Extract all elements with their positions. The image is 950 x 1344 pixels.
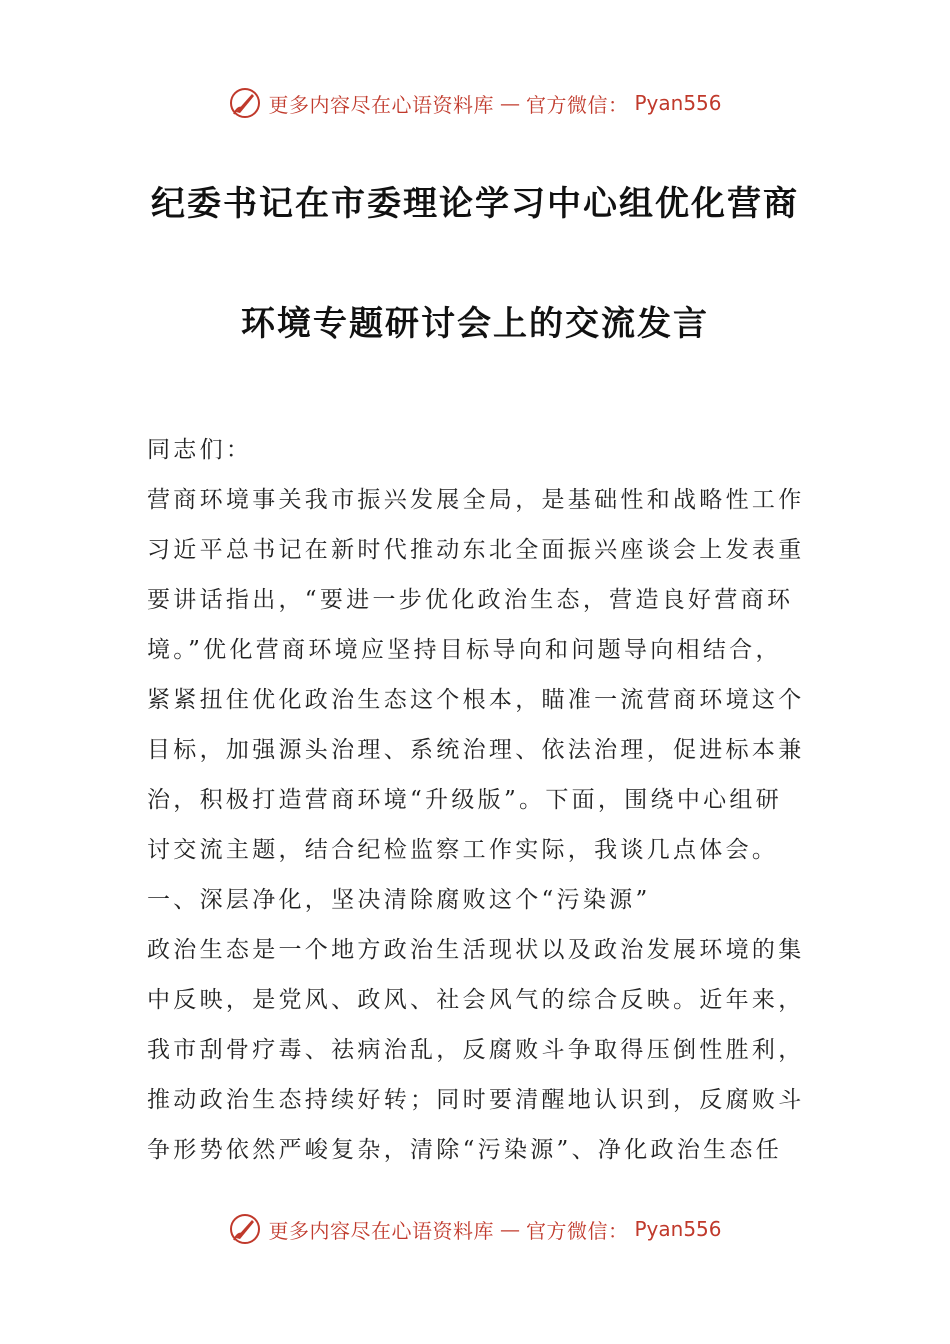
footer-watermark (0, 1212, 950, 1246)
quill-logo-icon (228, 1212, 262, 1246)
body-line: 中反映，是党风、政风、社会风气的综合反映。近年来， (147, 987, 805, 1013)
watermark-wechat-id: Pyan556 (634, 91, 722, 115)
watermark-wechat-id: Pyan556 (634, 1217, 722, 1241)
document-title-line-2: 环境专题研讨会上的交流发言 (241, 304, 709, 344)
header-watermark (0, 86, 950, 120)
body-line: 我市刮骨疗毒、祛病治乱，反腐败斗争取得压倒性胜利， (147, 1037, 805, 1063)
body-line: 境。”优化营商环境应坚持目标导向和问题导向相结合， (147, 637, 782, 663)
watermark-official-label: 官方微信： (525, 92, 629, 117)
watermark-official-label: 官方微信： (525, 1218, 629, 1243)
body-line: 讨交流主题，结合纪检监察工作实际，我谈几点体会。 (147, 837, 779, 863)
watermark-separator: — (499, 91, 520, 115)
watermark-text: 更多内容尽在心语资料库 (268, 92, 494, 117)
quill-logo-icon (228, 86, 262, 120)
body-line: 要讲话指出，“要进一步优化政治生态，营造良好营商环 (147, 587, 794, 613)
body-line: 紧紧扭住优化政治生态这个根本，瞄准一流营商环境这个 (147, 687, 805, 713)
body-line: 习近平总书记在新时代推动东北全面振兴座谈会上发表重 (147, 537, 805, 563)
document-title-line-1: 纪委书记在市委理论学习中心组优化营商 (151, 184, 799, 224)
document-body (147, 425, 812, 1175)
body-line: 争形势依然严峻复杂，清除“污染源”、净化政治生态任 (147, 1137, 783, 1163)
body-line: 推动政治生态持续好转；同时要清醒地认识到，反腐败斗 (147, 1087, 805, 1113)
body-line: 营商环境事关我市振兴发展全局，是基础性和战略性工作 (147, 487, 805, 513)
section-heading: 一、深层净化，坚决清除腐败这个“污染源” (147, 887, 651, 913)
body-line: 治，积极打造营商环境“升级版”。下面，围绕中心组研 (147, 787, 783, 813)
body-line: 同志们： (147, 437, 253, 463)
watermark-separator: — (499, 1217, 520, 1241)
body-line: 目标，加强源头治理、系统治理、依法治理，促进标本兼 (147, 737, 805, 763)
watermark-text: 更多内容尽在心语资料库 (268, 1218, 494, 1243)
body-line: 政治生态是一个地方政治生活现状以及政治发展环境的集 (147, 937, 805, 963)
